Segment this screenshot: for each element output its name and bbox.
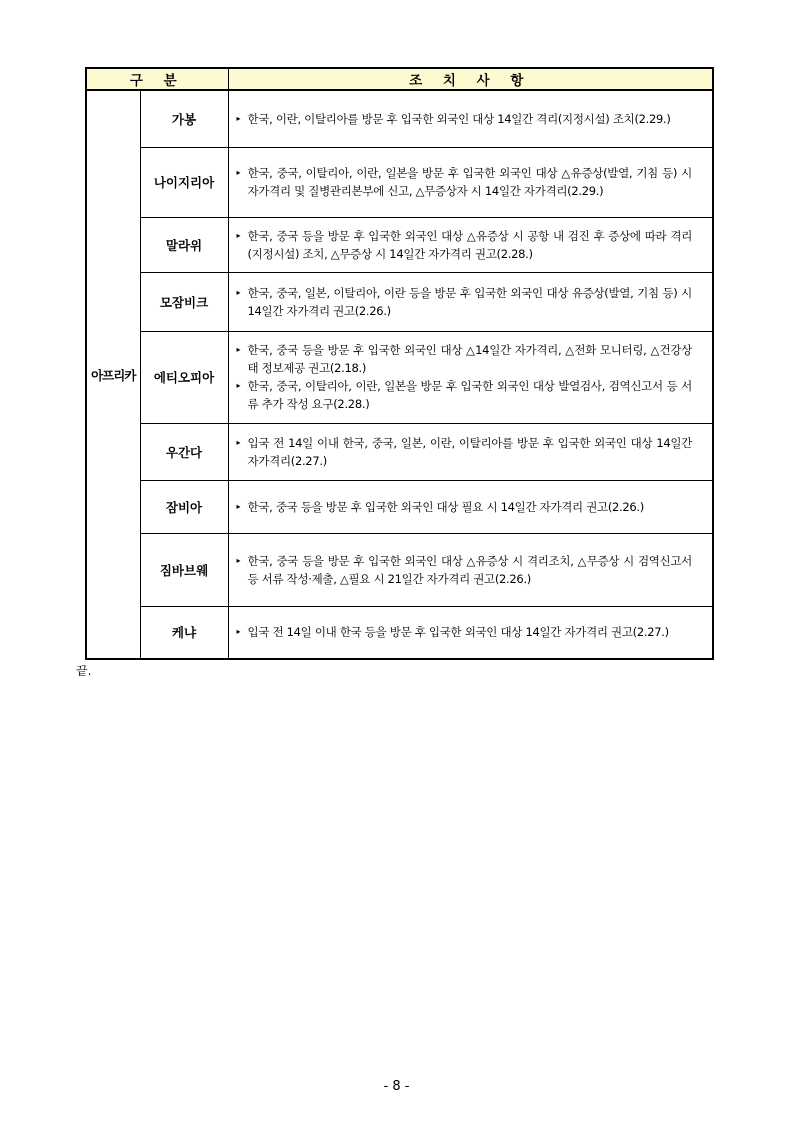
measures-cell [228, 533, 713, 606]
table-row [86, 90, 713, 147]
measures-cell [228, 217, 713, 272]
measure-item [237, 284, 692, 320]
table-body [86, 90, 713, 659]
bullet-icon: ▸ [236, 627, 241, 637]
measures-cell [228, 423, 713, 480]
measure-text: 한국, 중국 등을 방문 후 입국한 외국인 대상 필요 시 14일간 자가격리 권고(2.26.) [247, 499, 644, 514]
measure-text: 한국, 중국, 일본, 이탈리아, 이란 등을 방문 후 입국한 외국인 대상 유증상(발열, 기침 등) 시 14일간 자가격리 권고(2.26.) [247, 285, 692, 318]
measures-cell [228, 90, 713, 147]
bullet-icon: ▸ [236, 437, 241, 447]
header-measures: 조 치 사 항 [228, 68, 713, 90]
measure-item [237, 434, 692, 470]
bullet-icon: ▸ [236, 501, 241, 511]
measure-item [237, 110, 692, 128]
table-row [86, 217, 713, 272]
measures-table [85, 67, 714, 660]
measure-item [237, 341, 692, 377]
header-category: 구 분 [86, 68, 228, 90]
country-cell: 케냐 [140, 606, 228, 659]
measure-text: 한국, 이란, 이탈리아를 방문 후 입국한 외국인 대상 14일간 격리(지정시설) 조치(2.29.) [247, 111, 671, 126]
bullet-icon: ▸ [236, 168, 241, 177]
measure-item [237, 227, 692, 263]
measure-item [237, 377, 692, 413]
country-cell: 우간다 [140, 423, 228, 480]
measure-item [237, 552, 692, 588]
measure-item [237, 498, 692, 516]
table-row [86, 533, 713, 606]
bullet-icon: ▸ [236, 230, 241, 240]
country-cell: 에티오피아 [140, 331, 228, 423]
country-cell: 모잠비크 [140, 272, 228, 331]
country-cell: 말라위 [140, 217, 228, 272]
end-mark: 끝. [76, 664, 92, 678]
table-row [86, 147, 713, 217]
country-cell: 잠비아 [140, 480, 228, 533]
measure-item [237, 623, 692, 641]
country-cell: 짐바브웨 [140, 533, 228, 606]
table-row [86, 272, 713, 331]
table-row [86, 331, 713, 423]
measure-text: 한국, 중국, 이탈리아, 이란, 일본을 방문 후 입국한 외국인 대상 △유증상(발열, 기침 등) 시 자가격리 및 질병관리본부에 신고, △무증상자 시 14일간 자가격리(2.29.) [247, 166, 692, 198]
measures-cell [228, 147, 713, 217]
table-row [86, 480, 713, 533]
measure-text: 한국, 중국 등을 방문 후 입국한 외국인 대상 △유증상 시 공항 내 검진 후 증상에 따라 격리(지정시설) 조치, △무증상 시 14일간 자가격리 권고(2.28.) [247, 228, 692, 261]
measure-text: 입국 전 14일 이내 한국, 중국, 일본, 이란, 이탈리아를 방문 후 입국한 외국인 대상 14일간 자가격리(2.27.) [247, 435, 692, 468]
region-cell: 아프리카 [86, 90, 140, 659]
table-header-row [86, 68, 713, 90]
country-cell: 나이지리아 [140, 147, 228, 217]
measure-text: 한국, 중국 등을 방문 후 입국한 외국인 대상 △유증상 시 격리조치, △무증상 시 검역신고서 등 서류 작성·제출, △필요 시 21일간 자가격리 권고(2.26.) [247, 553, 692, 586]
measure-text: 한국, 중국, 이탈리아, 이란, 일본을 방문 후 입국한 외국인 대상 발열검사, 검역신고서 등 서류 추가 작성 요구(2.28.) [247, 379, 692, 411]
bullet-icon: ▸ [236, 555, 241, 565]
bullet-icon: ▸ [236, 113, 241, 123]
table-row [86, 606, 713, 659]
measure-text: 한국, 중국 등을 방문 후 입국한 외국인 대상 △14일간 자가격리, △전화 모니터링, △건강상태 정보제공 권고(2.18.) [247, 343, 692, 375]
measures-cell [228, 606, 713, 659]
bullet-icon: ▸ [236, 381, 241, 390]
measures-cell [228, 331, 713, 423]
measures-cell [228, 272, 713, 331]
bullet-icon: ▸ [236, 345, 241, 354]
measure-text: 입국 전 14일 이내 한국 등을 방문 후 입국한 외국인 대상 14일간 자가격리 권고(2.27.) [247, 625, 669, 640]
table-row [86, 423, 713, 480]
bullet-icon: ▸ [236, 287, 241, 297]
measure-item [237, 164, 692, 200]
country-cell: 가봉 [140, 90, 228, 147]
page-number: - 8 - [383, 1079, 410, 1094]
measures-cell [228, 480, 713, 533]
